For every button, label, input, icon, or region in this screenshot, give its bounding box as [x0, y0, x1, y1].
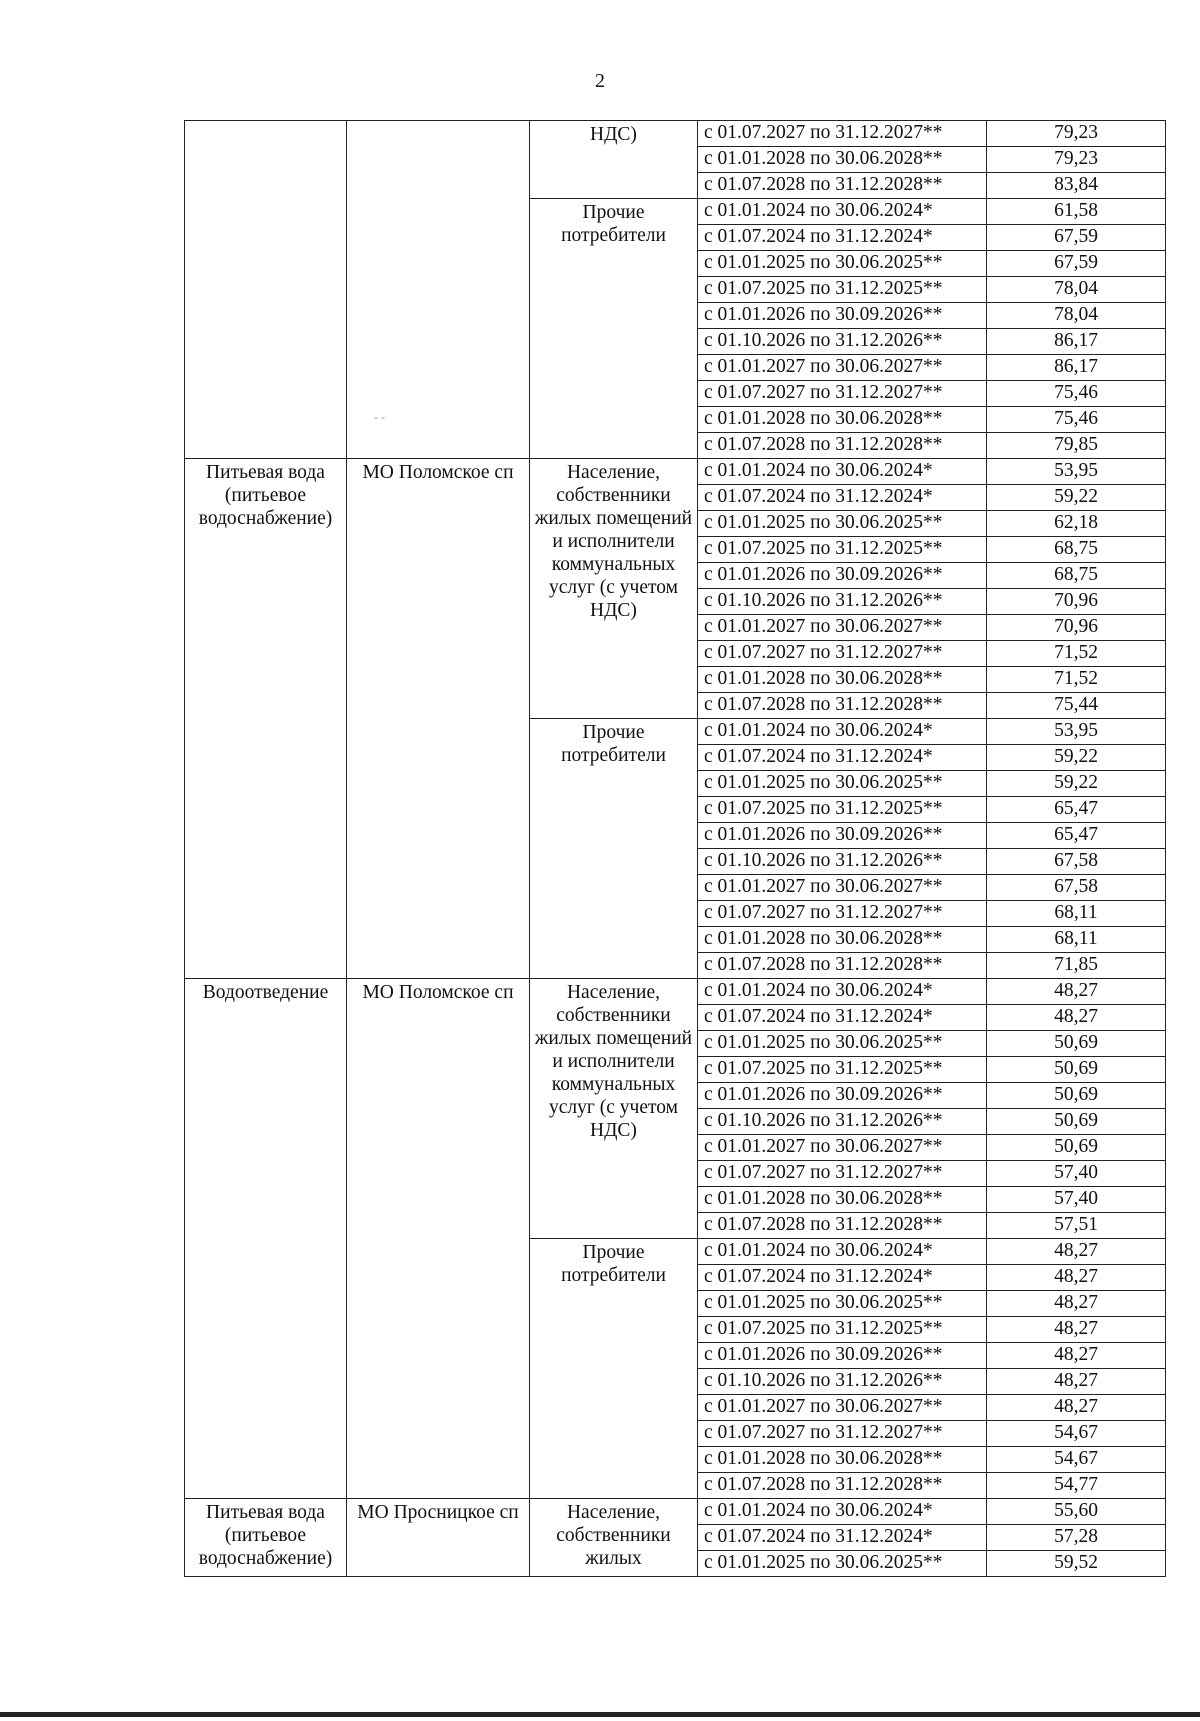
period-cell: с 01.07.2028 по 31.12.2028** — [698, 953, 987, 979]
period-cell: с 01.01.2027 по 30.06.2027** — [698, 355, 987, 381]
period-cell: с 01.07.2025 по 31.12.2025** — [698, 277, 987, 303]
tariff-value-cell: 48,27 — [987, 1239, 1166, 1265]
period-cell: с 01.07.2028 по 31.12.2028** — [698, 693, 987, 719]
tariff-value-cell: 59,22 — [987, 745, 1166, 771]
period-cell: с 01.01.2024 по 30.06.2024* — [698, 1499, 987, 1525]
period-cell: с 01.01.2026 по 30.09.2026** — [698, 823, 987, 849]
tariff-value-cell: 75,44 — [987, 693, 1166, 719]
period-cell: с 01.10.2026 по 31.12.2026** — [698, 849, 987, 875]
tariff-value-cell: 59,52 — [987, 1551, 1166, 1577]
tariff-value-cell: 48,27 — [987, 1369, 1166, 1395]
tariff-value-cell: 86,17 — [987, 355, 1166, 381]
tariff-value-cell: 67,58 — [987, 849, 1166, 875]
tariff-value-cell: 53,95 — [987, 719, 1166, 745]
period-cell: с 01.10.2026 по 31.12.2026** — [698, 589, 987, 615]
period-cell: с 01.01.2028 по 30.06.2028** — [698, 407, 987, 433]
period-cell: с 01.01.2027 по 30.06.2027** — [698, 875, 987, 901]
tariff-value-cell: 48,27 — [987, 979, 1166, 1005]
tariff-value-cell: 75,46 — [987, 381, 1166, 407]
tariff-value-cell: 50,69 — [987, 1057, 1166, 1083]
tariff-value-cell: 50,69 — [987, 1109, 1166, 1135]
period-cell: с 01.01.2028 по 30.06.2028** — [698, 1187, 987, 1213]
consumer-cell: Прочие потребители — [530, 199, 698, 459]
tariff-value-cell: 48,27 — [987, 1317, 1166, 1343]
service-cell: Водоотведение — [185, 979, 347, 1499]
period-cell: с 01.07.2028 по 31.12.2028** — [698, 1213, 987, 1239]
period-cell: с 01.07.2027 по 31.12.2027** — [698, 641, 987, 667]
period-cell: с 01.01.2024 по 30.06.2024* — [698, 459, 987, 485]
table-row — [185, 1499, 1166, 1525]
municipality-cell: МО Поломское сп — [347, 979, 530, 1499]
period-cell: с 01.07.2024 по 31.12.2024* — [698, 1525, 987, 1551]
period-cell: с 01.07.2027 по 31.12.2027** — [698, 1421, 987, 1447]
period-cell: с 01.07.2024 по 31.12.2024* — [698, 225, 987, 251]
period-cell: с 01.01.2028 по 30.06.2028** — [698, 927, 987, 953]
bottom-rule — [0, 1712, 1200, 1717]
tariff-value-cell: 67,58 — [987, 875, 1166, 901]
period-cell: с 01.01.2025 по 30.06.2025** — [698, 1031, 987, 1057]
period-cell: с 01.01.2028 по 30.06.2028** — [698, 1447, 987, 1473]
tariff-value-cell: 71,85 — [987, 953, 1166, 979]
tariff-value-cell: 57,40 — [987, 1161, 1166, 1187]
service-cell: Питьевая вода (питьевое водоснабжение) — [185, 1499, 347, 1577]
tariff-value-cell: 62,18 — [987, 511, 1166, 537]
page-number: 2 — [595, 70, 605, 92]
service-cell — [185, 121, 347, 459]
period-cell: с 01.07.2025 по 31.12.2025** — [698, 1057, 987, 1083]
tariff-value-cell: 68,11 — [987, 901, 1166, 927]
municipality-cell: МО Просницкое сп — [347, 1499, 530, 1577]
period-cell: с 01.01.2024 по 30.06.2024* — [698, 979, 987, 1005]
tariff-value-cell: 71,52 — [987, 667, 1166, 693]
consumer-cell: НДС) — [530, 121, 698, 199]
tariff-value-cell: 57,28 — [987, 1525, 1166, 1551]
period-cell: с 01.01.2026 по 30.09.2026** — [698, 563, 987, 589]
scan-mark: - - — [374, 410, 385, 424]
municipality-cell: МО Поломское сп — [347, 459, 530, 979]
period-cell: с 01.01.2025 по 30.06.2025** — [698, 1551, 987, 1577]
tariff-value-cell: 54,67 — [987, 1421, 1166, 1447]
tariff-value-cell: 50,69 — [987, 1031, 1166, 1057]
tariff-value-cell: 48,27 — [987, 1395, 1166, 1421]
tariff-value-cell: 53,95 — [987, 459, 1166, 485]
period-cell: с 01.01.2024 по 30.06.2024* — [698, 719, 987, 745]
tariff-value-cell: 78,04 — [987, 277, 1166, 303]
tariff-value-cell: 75,46 — [987, 407, 1166, 433]
tariff-value-cell: 54,77 — [987, 1473, 1166, 1499]
period-cell: с 01.01.2027 по 30.06.2027** — [698, 615, 987, 641]
consumer-cell: Население, собственники жилых — [530, 1499, 698, 1577]
tariff-value-cell: 48,27 — [987, 1291, 1166, 1317]
tariff-value-cell: 55,60 — [987, 1499, 1166, 1525]
period-cell: с 01.07.2024 по 31.12.2024* — [698, 745, 987, 771]
tariff-value-cell: 65,47 — [987, 823, 1166, 849]
consumer-cell: Прочие потребители — [530, 719, 698, 979]
tariff-value-cell: 67,59 — [987, 251, 1166, 277]
tariff-value-cell: 50,69 — [987, 1135, 1166, 1161]
period-cell: с 01.07.2024 по 31.12.2024* — [698, 1005, 987, 1031]
table-row — [185, 121, 1166, 147]
tariff-table-body — [185, 121, 1166, 1577]
tariff-value-cell: 59,22 — [987, 485, 1166, 511]
tariff-value-cell: 59,22 — [987, 771, 1166, 797]
period-cell: с 01.01.2026 по 30.09.2026** — [698, 303, 987, 329]
consumer-cell: Население, собственники жилых помещений и исполнители коммунальных услуг (с учетом НДС) — [530, 979, 698, 1239]
period-cell: с 01.01.2027 по 30.06.2027** — [698, 1135, 987, 1161]
period-cell: с 01.07.2028 по 31.12.2028** — [698, 173, 987, 199]
tariff-value-cell: 48,27 — [987, 1265, 1166, 1291]
table-row — [185, 979, 1166, 1005]
tariff-value-cell: 79,23 — [987, 121, 1166, 147]
tariff-value-cell: 79,23 — [987, 147, 1166, 173]
tariff-value-cell: 78,04 — [987, 303, 1166, 329]
period-cell: с 01.07.2028 по 31.12.2028** — [698, 1473, 987, 1499]
tariff-value-cell: 57,51 — [987, 1213, 1166, 1239]
period-cell: с 01.07.2025 по 31.12.2025** — [698, 537, 987, 563]
period-cell: с 01.07.2024 по 31.12.2024* — [698, 1265, 987, 1291]
table-row — [185, 459, 1166, 485]
tariff-value-cell: 83,84 — [987, 173, 1166, 199]
consumer-cell: Население, собственники жилых помещений и исполнители коммунальных услуг (с учетом НДС) — [530, 459, 698, 719]
period-cell: с 01.07.2025 по 31.12.2025** — [698, 797, 987, 823]
tariff-value-cell: 68,11 — [987, 927, 1166, 953]
period-cell: с 01.10.2026 по 31.12.2026** — [698, 1369, 987, 1395]
tariff-value-cell: 79,85 — [987, 433, 1166, 459]
period-cell: с 01.07.2027 по 31.12.2027** — [698, 121, 987, 147]
period-cell: с 01.07.2024 по 31.12.2024* — [698, 485, 987, 511]
tariff-value-cell: 50,69 — [987, 1083, 1166, 1109]
period-cell: с 01.07.2027 по 31.12.2027** — [698, 901, 987, 927]
period-cell: с 01.10.2026 по 31.12.2026** — [698, 1109, 987, 1135]
tariff-value-cell: 65,47 — [987, 797, 1166, 823]
consumer-cell: Прочие потребители — [530, 1239, 698, 1499]
period-cell: с 01.01.2026 по 30.09.2026** — [698, 1083, 987, 1109]
tariff-value-cell: 54,67 — [987, 1447, 1166, 1473]
tariff-value-cell: 70,96 — [987, 615, 1166, 641]
tariff-value-cell: 86,17 — [987, 329, 1166, 355]
period-cell: с 01.07.2027 по 31.12.2027** — [698, 381, 987, 407]
tariff-value-cell: 48,27 — [987, 1343, 1166, 1369]
tariff-value-cell: 67,59 — [987, 225, 1166, 251]
tariff-value-cell: 57,40 — [987, 1187, 1166, 1213]
period-cell: с 01.07.2027 по 31.12.2027** — [698, 1161, 987, 1187]
tariff-table — [184, 120, 1166, 1577]
tariff-value-cell: 48,27 — [987, 1005, 1166, 1031]
municipality-cell — [347, 121, 530, 459]
service-cell: Питьевая вода (питьевое водоснабжение) — [185, 459, 347, 979]
period-cell: с 01.07.2028 по 31.12.2028** — [698, 433, 987, 459]
tariff-value-cell: 70,96 — [987, 589, 1166, 615]
period-cell: с 01.01.2025 по 30.06.2025** — [698, 1291, 987, 1317]
period-cell: с 01.01.2025 по 30.06.2025** — [698, 251, 987, 277]
period-cell: с 01.01.2025 по 30.06.2025** — [698, 771, 987, 797]
tariff-value-cell: 68,75 — [987, 563, 1166, 589]
period-cell: с 01.01.2025 по 30.06.2025** — [698, 511, 987, 537]
period-cell: с 01.01.2024 по 30.06.2024* — [698, 199, 987, 225]
period-cell: с 01.01.2027 по 30.06.2027** — [698, 1395, 987, 1421]
period-cell: с 01.01.2026 по 30.09.2026** — [698, 1343, 987, 1369]
tariff-value-cell: 68,75 — [987, 537, 1166, 563]
tariff-value-cell: 71,52 — [987, 641, 1166, 667]
period-cell: с 01.10.2026 по 31.12.2026** — [698, 329, 987, 355]
period-cell: с 01.01.2024 по 30.06.2024* — [698, 1239, 987, 1265]
period-cell: с 01.07.2025 по 31.12.2025** — [698, 1317, 987, 1343]
period-cell: с 01.01.2028 по 30.06.2028** — [698, 667, 987, 693]
tariff-value-cell: 61,58 — [987, 199, 1166, 225]
period-cell: с 01.01.2028 по 30.06.2028** — [698, 147, 987, 173]
